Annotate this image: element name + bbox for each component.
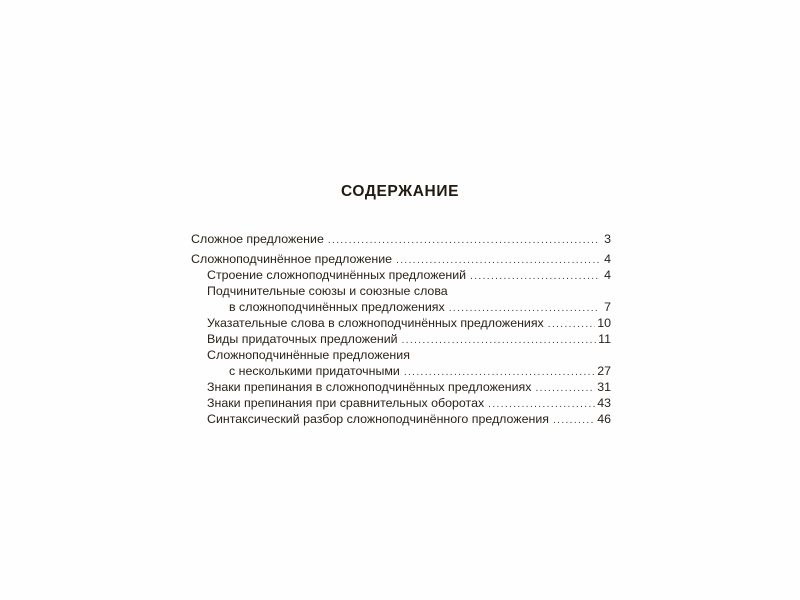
toc-entry-label: Указательные слова в сложноподчинённых предложениях — [207, 316, 544, 330]
toc-page-number: 11 — [598, 332, 611, 346]
toc-page-number: 46 — [597, 412, 611, 426]
toc-page-number: 43 — [597, 396, 611, 410]
toc-entry-complex-sentence — [191, 231, 611, 247]
toc-entry-subordinate-types — [191, 331, 611, 347]
toc-entry-multiple-subordinates-heading — [191, 347, 611, 363]
toc-entry-label: Виды придаточных предложений — [207, 332, 398, 346]
toc-entry-structure — [191, 267, 611, 283]
toc-entry-complex-subordinate-sentence — [191, 251, 611, 267]
toc-entry-conjunctions — [191, 299, 611, 315]
toc-entry-label: Сложноподчинённое предложение — [191, 252, 393, 266]
dot-leader — [404, 365, 595, 379]
dot-leader — [535, 381, 595, 395]
toc-entry-label: с несколькими придаточными — [229, 364, 400, 378]
toc-entry-label: Знаки препинания при сравнительных оборотах — [207, 396, 485, 410]
toc-entry-label: Подчинительные союзы и союзные слова — [207, 284, 448, 298]
toc-entry-demonstrative-words — [191, 315, 611, 331]
dot-leader — [396, 253, 599, 267]
dot-leader — [553, 413, 595, 427]
dot-leader — [488, 397, 595, 411]
toc-entry-label: Сложноподчинённые предложения — [207, 348, 410, 362]
toc-entry-comparative-punctuation — [191, 395, 611, 411]
toc-entry-label: Сложное предложение — [191, 232, 324, 246]
toc-page-number: 4 — [604, 252, 611, 266]
toc-entry-syntactic-analysis — [191, 411, 611, 427]
toc-page-number: 4 — [604, 268, 611, 282]
toc-entry-multiple-subordinates — [191, 363, 611, 379]
toc-page-number: 7 — [604, 300, 611, 314]
toc-page-number: 3 — [604, 232, 611, 246]
toc-entry-label: Строение сложноподчинённых предложений — [207, 268, 467, 282]
table-of-contents — [191, 231, 611, 427]
dot-leader — [402, 333, 597, 347]
toc-entry-conjunctions-heading — [191, 283, 611, 299]
toc-entry-label: в сложноподчинённых предложениях — [229, 300, 445, 314]
dot-leader — [548, 317, 595, 331]
dot-leader — [470, 269, 599, 283]
toc-entry-punctuation — [191, 379, 611, 395]
toc-entry-label: Синтаксический разбор сложноподчинённого предложения — [207, 412, 549, 426]
toc-entry-label: Знаки препинания в сложноподчинённых предложениях — [207, 380, 532, 394]
dot-leader — [328, 233, 599, 247]
page-title: СОДЕРЖАНИЕ — [340, 183, 460, 200]
dot-leader — [449, 301, 599, 315]
toc-page-number: 27 — [597, 364, 611, 378]
toc-page-number: 10 — [597, 316, 611, 330]
toc-page-number: 31 — [597, 380, 611, 394]
